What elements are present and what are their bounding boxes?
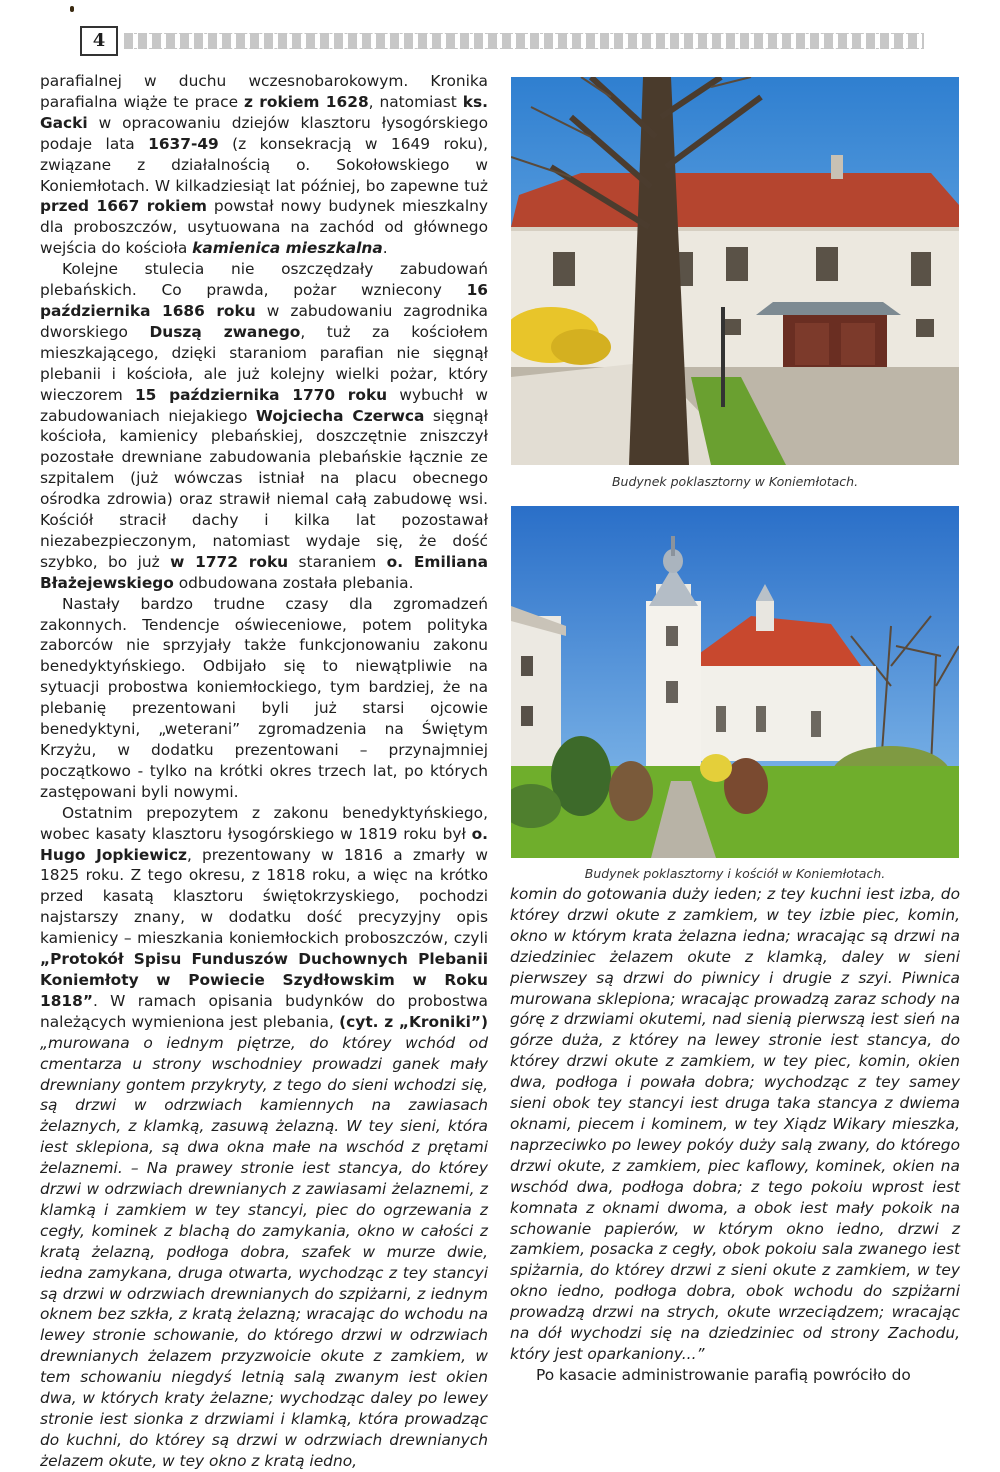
paragraph-1: parafialnej w duchu wczesnobarokowym. Kronika parafialna wiąże te prace z rokiem 1628, natomiast ks. Gacki w opracowaniu dziejów klasztoru łysogórskiego podaje lata 1637-49 (z konsekracją w 1649 roku), związane z działalnością o. Sokołowskiego w Koniemłotach. W kilkadziesiąt lat później, bo zapewne tuż przed 1667 rokiem powstał nowy budynek mieszkalny dla proboszczów, usytuowana na zachód od głównego wejścia do kościoła kamienica mieszkalna. [40, 72, 488, 258]
photo-monastery-building [511, 77, 959, 465]
paragraph-last: Po kasacie administrowanie parafią powróciło do [536, 1365, 911, 1384]
article-left-column [40, 71, 488, 1472]
page-header [80, 24, 925, 58]
ink-mark [70, 6, 74, 12]
header-decorative-rule [124, 33, 924, 49]
page-number: 4 [80, 26, 118, 56]
paragraph-2: Kolejne stulecia nie oszczędzały zabudowań plebańskich. Co prawda, pożar wzniecony 16 października 1686 roku w zabudowaniu zagrodnika dworskiego Duszą zwanego, tuż za kościołem mieszkającego, dzięki staraniom parafian nie sięgnął plebanii i kościoła, ale już kolejny wielki pożar, który wieczorem 15 października 1770 roku wybuchł w zabudowaniach niejakiego Wojciecha Czerwca sięgnął kościoła, kamienicy plebańskiej, doszczętnie zniszczył pozostałe drewniane zabudowania plebańskie łącznie ze szpitalem (już wówczas istniał na placu obecnego ośrodka zdrowia) oraz strawił niemal całą zabudowę wsi. Kościół stracił dachy i kilka lat pozostawał niezabezpieczonym, natomiast wydaje się, że dość szybko, bo już w 1772 roku staraniem o. Emiliana Błażejewskiego odbudowana została plebania. [40, 260, 489, 592]
quote-continuation: komin do gotowania duży ieden; z tey kuchni iest izba, do którey drzwi okute z zamkiem, w tey izbie piec, komin, okno w którym krata żelazna iedna; wracając są drzwi na dziedziniec żelazem okute z klamką, daley w sieni pierwszey są drzwi do piwnicy i drugie z szyi. Piwnica murowana sklepiona; wracając prowadzą zaraz schody na górę z drzwiami okutemi, nad sienią pierwszą iest sień na górze duża, z którey na lewey stronie iest stancya, do którey drzwi okute z zamkiem, w tey piec, komin, okien dwa, podłoga i powała dobra; wychodząc z tey samey sieni obok tey stancyi iest druga taka stancya z dwiema oknami, piecem i kominem, w tey Xiądz Wikary mieszka, naprzeciwko po lewey pokóy duży salą zwany, do którego drzwi okute, z zamkiem, piec kaflowy, kominek, okien na wschód dwa, podłoga dobra; z tego pokoiu wprost iest komnata z oknami dwoma, a obok iest mały pokoik na schowanie papierów, w którym okno iedno, drzwi z zamkiem, posacka z cegły, obok pokoiu sala zwanego iest spiżarnia, do którey drzwi z sieni okute z zamkiem, w tey okno iedno, podłoga dobra, obok wchodu do szpiżarni prowadzą drzwi na strych, okute wrzeciądzem; wracając na dół wychodzi się na dziedziniec od strony Zachodu, który jest oparkaniony...” [510, 885, 960, 1363]
caption-photo-1: Budynek poklasztorny w Koniemłotach. [611, 474, 859, 489]
article-right-column [510, 884, 960, 1386]
photo-monastery-and-church [511, 506, 959, 858]
paragraph-3: Nastały bardzo trudne czasy dla zgromadzeń zakonnych. Tendencje oświeceniowe, potem polityka zaborców nie sprzyjały także funkcjonowaniu zakonu benedyktyńskiego. Odbijało się to niewątpliwie na sytuacji probostwa koniemłockiego, tym bardziej, że na plebanię prezentowani byli już starsi ojcowie benedyktyni, „weterani” zgromadzenia na Świętym Krzyżu, w dodatku prezentowani – przynajmniej początkowo - tylko na krótki okres trzech lat, po których zastępowani byli nowymi. [40, 594, 488, 801]
caption-photo-2: Budynek poklasztorny i kościół w Koniemłotach. [584, 866, 886, 881]
paragraph-4: Ostatnim prepozytem z zakonu benedyktyńskiego, wobec kasaty klasztoru łysogórskiego w 1819 roku był o. Hugo Jopkiewicz, prezentowany w 1816 a zmarły w 1825 roku. Z tego okresu, z 1818 roku, a więc na krótko przed kasatą klasztoru świętokrzyskiego, pochodzi najstarszy znany, w dodatku dość precyzyjny opis kamienicy – mieszkania koniemłockich proboszczów, czyli „Protokół Spisu Funduszów Duchownych Plebanii Koniemłoty w Powiecie Szydłowskim w Roku 1818”. W ramach opisania budynków do probostwa należących wymieniona jest plebania, (cyt. z „Kroniki”) „murowana o iednym piętrze, do którey wchód od cmentarza u strony wschodniey prowadzi ganek mały drewniany gontem przykryty, z tego do sieni wchodzi się, są drzwi w odrzwiach kamiennych na zawiasach żelaznych, z klamką, zasuwą żelazną. W tey sieni, która iest sklepiona, są dwa okna małe na wschód z prętami żelaznemi. – Na prawey stronie iest stancya, do którey drzwi w odrzwiach drewnianych z zawiasami żelaznemi, z klamką i zamkiem w tey stancyi, piec do ogrzewania z cegły, kominek z blachą do zamykania, okno w całości z kratą żelazną, podłoga dobra, szafek w murze dwie, iedna zamykana, druga otwarta, wychodząc z tey stancyi są drzwi w odrzwiach drewnianych do szpiżarni, z iednym oknem bez szkła, z kratą żelazną; wracając do wchodu na lewey stronie schowanie, do którego drzwi w odrzwiach drewnianych żelazem przyzwoicie okute z zamkiem, w tem schowaniu niegdyś letnią salą zwanym iest okien dwa, w których kraty żelazne; wychodząc daley po lewey stronie iest sionka z drzwiami i klamką, która prowadząc do kuchni, do którey są drzwi w odrzwiach drewnianych żelazem okute, w tey okno z kratą iedno, [40, 803, 488, 1470]
